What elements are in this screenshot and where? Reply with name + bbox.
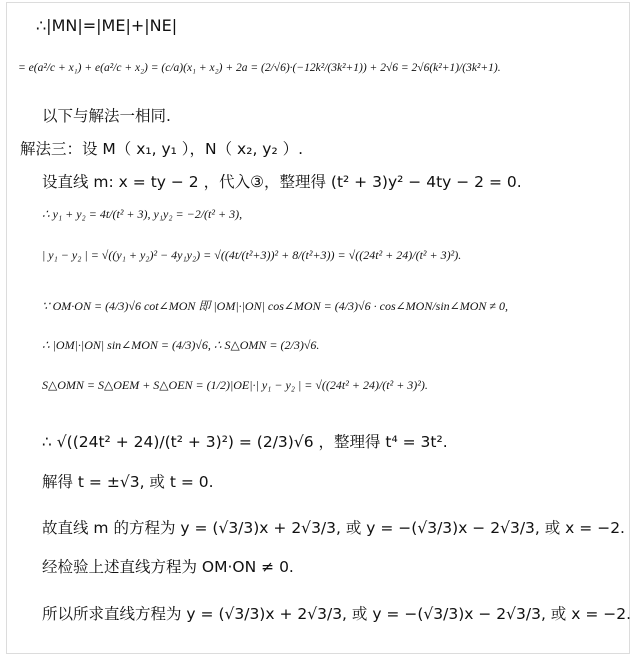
line-final-answer: 所以所求直线方程为 y = (√3/3)x + 2√3/3, 或 y = −(√3/3)x − 2√3/3, 或 x = −2. bbox=[42, 605, 632, 623]
line-solve-t: 解得 t = ±√3, 或 t = 0. bbox=[42, 473, 214, 491]
line-equations-of-m: 故直线 m 的方程为 y = (√3/3)x + 2√3/3, 或 y = −(√3/3)x − 2√3/3, 或 x = −2. bbox=[42, 519, 625, 537]
line-vieta: ∴ y₁ + y₂ = 4t/(t² + 3), y₁y₂ = −2/(t² + 3), bbox=[42, 207, 243, 221]
line-same-as-method-one: 以下与解法一相同. bbox=[42, 107, 171, 125]
line-verification: 经检验上述直线方程为 OM·ON ≠ 0. bbox=[42, 558, 294, 576]
line-area-value: ∴ |OM|·|ON| sin∠MON = (4/3)√6, ∴ S△OMN = (2/3)√6. bbox=[42, 338, 320, 352]
line-y-diff: | y₁ − y₂ | = √((y₁ + y₂)² − 4y₁y₂) = √((4t/(t²+3))² + 8/(t²+3)) = √((24t² + 24)/(t² + 3)²). bbox=[42, 248, 462, 262]
line-dot-product: ∵ OM·ON = (4/3)√6 cot∠MON 即 |OM|·|ON| cos∠MON = (4/3)√6 · cos∠MON/sin∠MON ≠ 0, bbox=[42, 299, 508, 313]
line-area-sum: S△OMN = S△OEM + S△OEN = (1/2)|OE|·| y₁ − y₂ | = √((24t² + 24)/(t² + 3)²). bbox=[42, 378, 428, 392]
line-mn-expand: = e(a²/c + x₁) + e(a²/c + x₂) = (c/a)(x₁ + x₂) + 2a = (2/√6)·(−12k²/(3k²+1)) + 2√6 = 2√6(k²+1)/(3k²+1). bbox=[18, 62, 501, 74]
line-set-line-m: 设直线 m: x = ty − 2 ，代入③，整理得 (t² + 3)y² − 4ty − 2 = 0. bbox=[42, 173, 522, 191]
line-mn-sum: ∴|MN|=|ME|+|NE| bbox=[36, 16, 178, 35]
line-method-three-header: 解法三：设 M（ x₁, y₁ ），N（ x₂, y₂ ）. bbox=[20, 140, 304, 158]
line-area-equation: ∴ √((24t² + 24)/(t² + 3)²) = (2/3)√6 ，整理得 t⁴ = 3t². bbox=[42, 433, 448, 451]
